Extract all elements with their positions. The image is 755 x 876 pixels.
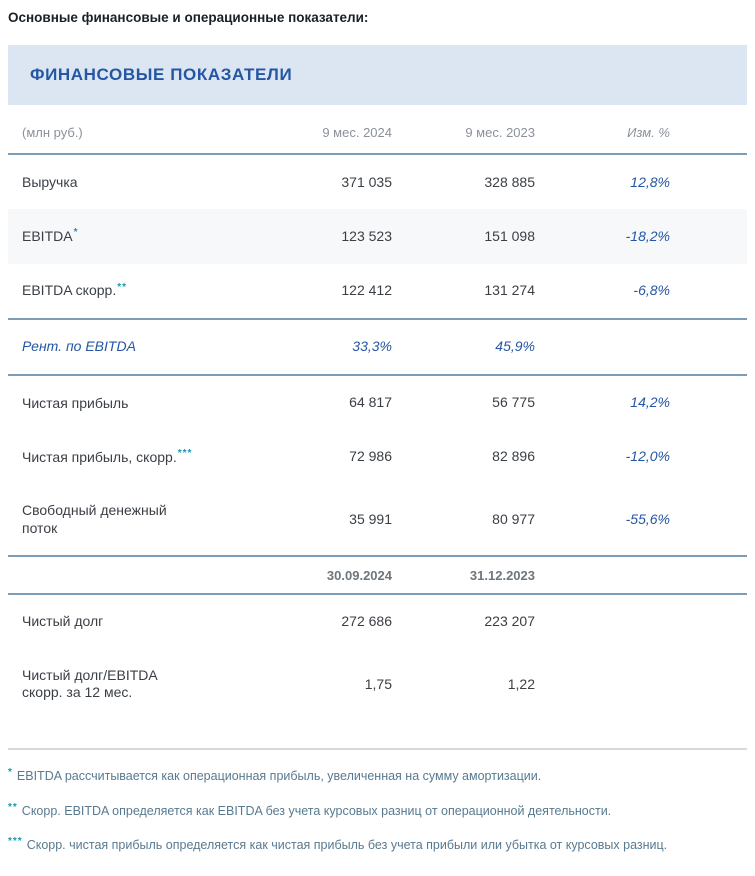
change-value: -12,0% — [625, 448, 670, 465]
change-value: -6,8% — [633, 281, 670, 298]
date-header-row — [8, 555, 747, 595]
value-2024: 33,3% — [352, 338, 392, 355]
table-row-ebitda-adj — [8, 264, 747, 318]
col-header-9m2023: 9 мес. 2023 — [465, 125, 535, 140]
value-2024: 123 523 — [341, 227, 392, 244]
table-row-net-debt — [8, 595, 747, 649]
col-header-9m2024: 9 мес. 2024 — [322, 125, 392, 140]
unit-label: (млн руб.) — [22, 125, 83, 140]
value-31122023: 223 207 — [484, 613, 535, 630]
footnote-ebitda — [8, 766, 739, 786]
table-row-net-debt-ebitda — [8, 649, 747, 750]
financial-indicators-card — [8, 45, 747, 750]
change-value: 12,8% — [630, 173, 670, 190]
row-label: Чистая прибыль — [22, 394, 129, 411]
row-label: Выручка — [22, 173, 78, 190]
col-header-change: Изм. % — [627, 125, 670, 140]
footnote-text: Скорр. EBITDA определяется как EBITDA без учета курсовых разниц от операционной деятельности. — [21, 803, 612, 818]
value-2024: 122 412 — [341, 281, 392, 298]
row-label: EBITDA* — [22, 227, 79, 245]
value-2023: 80 977 — [492, 510, 535, 527]
value-2024: 64 817 — [349, 394, 392, 411]
asterisk-marker: *** — [8, 836, 23, 848]
date-header-30092024: 30.09.2024 — [326, 568, 392, 584]
asterisk-marker: * — [8, 766, 13, 778]
value-2023: 45,9% — [495, 338, 535, 355]
value-2024: 72 986 — [349, 448, 392, 465]
value-31122023: 1,22 — [507, 675, 535, 692]
row-label: Рент. по EBITDA — [22, 338, 136, 355]
value-2024: 35 991 — [349, 510, 392, 527]
change-value: 14,2% — [630, 394, 670, 411]
footnotes — [8, 750, 747, 855]
footnote-marker: * — [73, 227, 79, 239]
value-2023: 131 274 — [484, 281, 535, 298]
row-label: Чистый долг/EBITDA скорр. за 12 мес. — [22, 666, 157, 701]
footnote-text: Скорр. чистая прибыль определяется как чистая прибыль без учета прибыли или убытка от курсовых разниц. — [26, 838, 668, 853]
footnote-text: EBITDA рассчитывается как операционная прибыль, увеличенная на сумму амортизации. — [16, 769, 542, 784]
value-30092024: 1,75 — [364, 675, 392, 692]
value-2024: 371 035 — [341, 173, 392, 190]
row-label: EBITDA скорр.** — [22, 281, 128, 299]
value-2023: 82 896 — [492, 448, 535, 465]
page-title: Основные финансовые и операционные показатели: — [8, 10, 369, 25]
table-row-ebitda-margin — [8, 318, 747, 376]
footnote-net-profit-adj — [8, 835, 739, 855]
table-row-free-cash-flow — [8, 484, 747, 555]
date-header-31122023: 31.12.2023 — [469, 568, 535, 584]
table-header-row — [8, 105, 747, 155]
row-label: Свободный денежный поток — [22, 502, 167, 536]
value-2023: 56 775 — [492, 394, 535, 411]
table-row-revenue — [8, 155, 747, 209]
value-2023: 328 885 — [484, 173, 535, 190]
change-value: -18,2% — [625, 227, 670, 244]
row-label: Чистая прибыль, скорр.*** — [22, 448, 193, 465]
asterisk-marker: ** — [8, 801, 18, 813]
value-30092024: 272 686 — [341, 613, 392, 630]
card-title: ФИНАНСОВЫЕ ПОКАЗАТЕЛИ — [30, 65, 293, 84]
table-row-net-profit-adj — [8, 430, 747, 484]
row-label: Чистый долг — [22, 613, 104, 630]
change-value: -55,6% — [625, 510, 670, 527]
footnote-marker: *** — [177, 448, 193, 460]
footnote-marker: ** — [117, 281, 128, 293]
table-row-net-profit — [8, 376, 747, 430]
card-banner — [8, 45, 747, 105]
footnote-ebitda-adj — [8, 801, 739, 821]
table-row-ebitda — [8, 209, 747, 263]
value-2023: 151 098 — [484, 227, 535, 244]
